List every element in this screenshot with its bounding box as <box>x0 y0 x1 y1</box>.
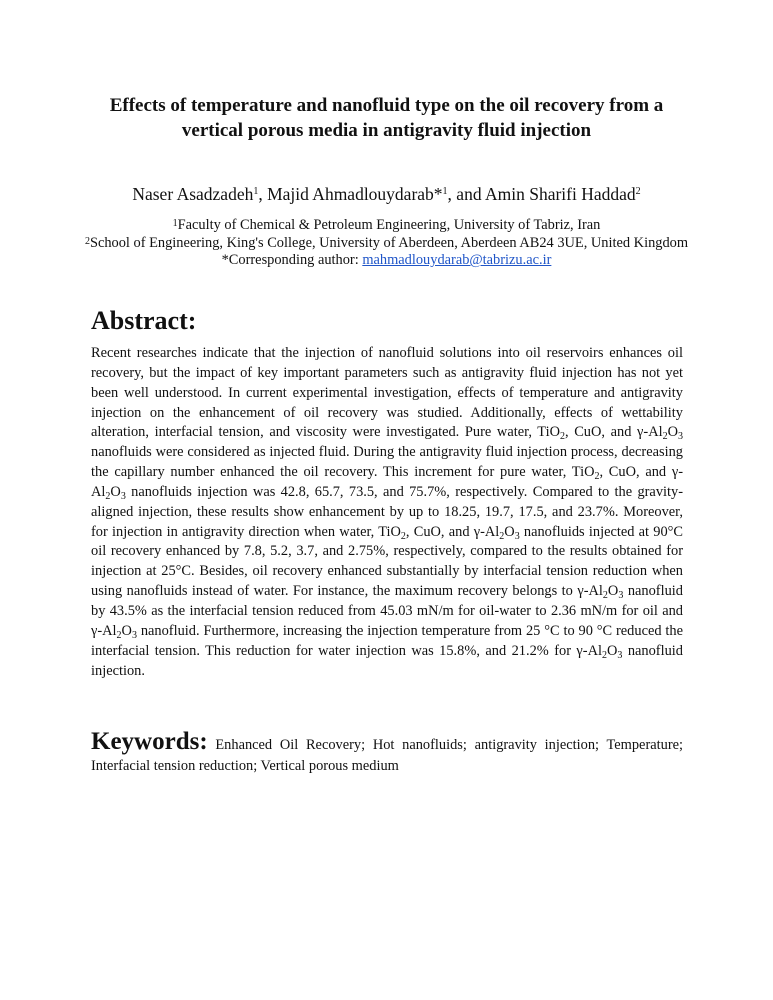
author-2-affil-mark: 1 <box>442 186 448 197</box>
author-1-name: Naser Asadzadeh <box>132 184 254 204</box>
title-line-1: Effects of temperature and nanofluid type on the oil recovery from a <box>109 95 664 116</box>
author-3-name: Amin Sharifi Haddad <box>484 184 636 204</box>
abstract-text: , CuO, and γ-Al <box>564 424 663 441</box>
corresponding-label: *Corresponding author: <box>221 252 363 269</box>
corresponding-email-link[interactable]: mahmadlouydarab@tabrizu.ac.ir <box>362 252 552 269</box>
title-line-2: vertical porous media in antigravity fluid injection <box>181 120 592 141</box>
corresponding-author <box>40 252 733 270</box>
subscript: 2 <box>594 471 600 483</box>
abstract-text: O <box>606 642 618 659</box>
author-separator: , <box>258 184 268 204</box>
abstract-text: O <box>110 483 121 500</box>
paper-title <box>80 93 693 143</box>
author-separator: , and <box>447 184 485 204</box>
abstract-body <box>91 344 683 681</box>
abstract-text: nanofluid injection. <box>91 642 683 679</box>
abstract-text: O <box>121 622 132 639</box>
abstract-text: nanofluids injected at 90°C oil recovery enhanced by 7.8, 5.2, 3.7, and 2.75%, respectively, compared to the results obtained for injection at 25°C. Besides, oil recovery enhanced substantially by interfacial tension reduction when using nanofluids instead of water. For instance, the maximum recovery belongs to γ-Al <box>91 523 683 600</box>
subscript: 3 <box>514 530 520 542</box>
abstract-text: Recent researches indicate that the injection of nanofluid solutions into oil reservoirs enhances oil recovery, but the impact of key important parameters such as antigravity fluid injection has not yet been well understood. In current experimental investigation, effects of temperature and antigravity injection on the enhancement of oil recovery was studied. Additionally, effects of wettability alteration, interfacial tension, and viscosity were investigated. Pure water, TiO <box>91 345 683 441</box>
abstract-text: nanofluids were considered as injected fluid. During the antigravity fluid injection process, decreasing the capillary number enhanced the oil recovery. This increment for pure water, TiO <box>91 444 683 481</box>
subscript: 2 <box>601 649 607 661</box>
subscript: 3 <box>120 490 126 502</box>
subscript: 2 <box>662 431 668 443</box>
abstract-heading: Abstract: <box>91 306 197 335</box>
author-1-affil-mark: 1 <box>253 186 259 197</box>
abstract-text: nanofluid. Furthermore, increasing the injection temperature from 25 °C to 90 °C reduced the interfacial tension. This reduction for water injection was 15.8%, and 21.2% for γ-Al <box>91 622 683 659</box>
keywords-section <box>91 728 683 777</box>
subscript: 2 <box>116 629 122 641</box>
affiliation-1-mark: 1 <box>172 218 178 229</box>
subscript: 3 <box>678 431 683 443</box>
subscript: 2 <box>105 490 111 502</box>
subscript: 3 <box>617 649 623 661</box>
subscript: 2 <box>499 530 505 542</box>
abstract-text: nanofluid by 43.5% as the interfacial tension reduced from 45.03 mN/m for oil-water to 2.36 mN/m for oil and γ-Al <box>91 583 683 639</box>
affiliation-2-text: School of Engineering, King's College, University of Aberdeen, Aberdeen AB24 3UE, United Kingdom <box>89 234 689 251</box>
affiliation-2-mark: 2 <box>84 235 90 247</box>
affiliations <box>40 217 733 270</box>
subscript: 2 <box>559 431 565 443</box>
author-2-name: Majid Ahmadlouydarab* <box>267 184 443 204</box>
affiliation-1 <box>40 217 733 235</box>
keywords-label: Keywords: <box>91 728 208 755</box>
subscript: 2 <box>400 530 406 542</box>
affiliation-1-text: Faculty of Chemical & Petroleum Engineering, University of Tabriz, Iran <box>177 217 601 233</box>
abstract-text: , CuO, and γ-Al <box>405 523 500 540</box>
subscript: 3 <box>131 629 137 641</box>
affiliation-2 <box>40 235 733 253</box>
subscript: 2 <box>602 590 608 602</box>
author-list <box>40 183 733 205</box>
abstract-text: O <box>607 583 619 600</box>
abstract-text: O <box>667 424 678 441</box>
abstract-text: O <box>504 523 515 540</box>
abstract-text: nanofluids injection was 42.8, 65.7, 73.5, and 75.7%, respectively. Compared to the gravity-aligned injection, these results show enhancement by up to 18.25, 19.7, 17.5, and 23.7%. Moreover, for injection in antigravity direction when water, TiO <box>91 483 683 540</box>
subscript: 3 <box>618 590 624 602</box>
abstract-text: , CuO, and γ-Al <box>91 464 684 500</box>
author-3-affil-mark: 2 <box>635 186 641 197</box>
keywords-text: Enhanced Oil Recovery; Hot nanofluids; antigravity injection; Temperature; Interfacial tension reduction; Vertical porous medium <box>91 737 683 774</box>
